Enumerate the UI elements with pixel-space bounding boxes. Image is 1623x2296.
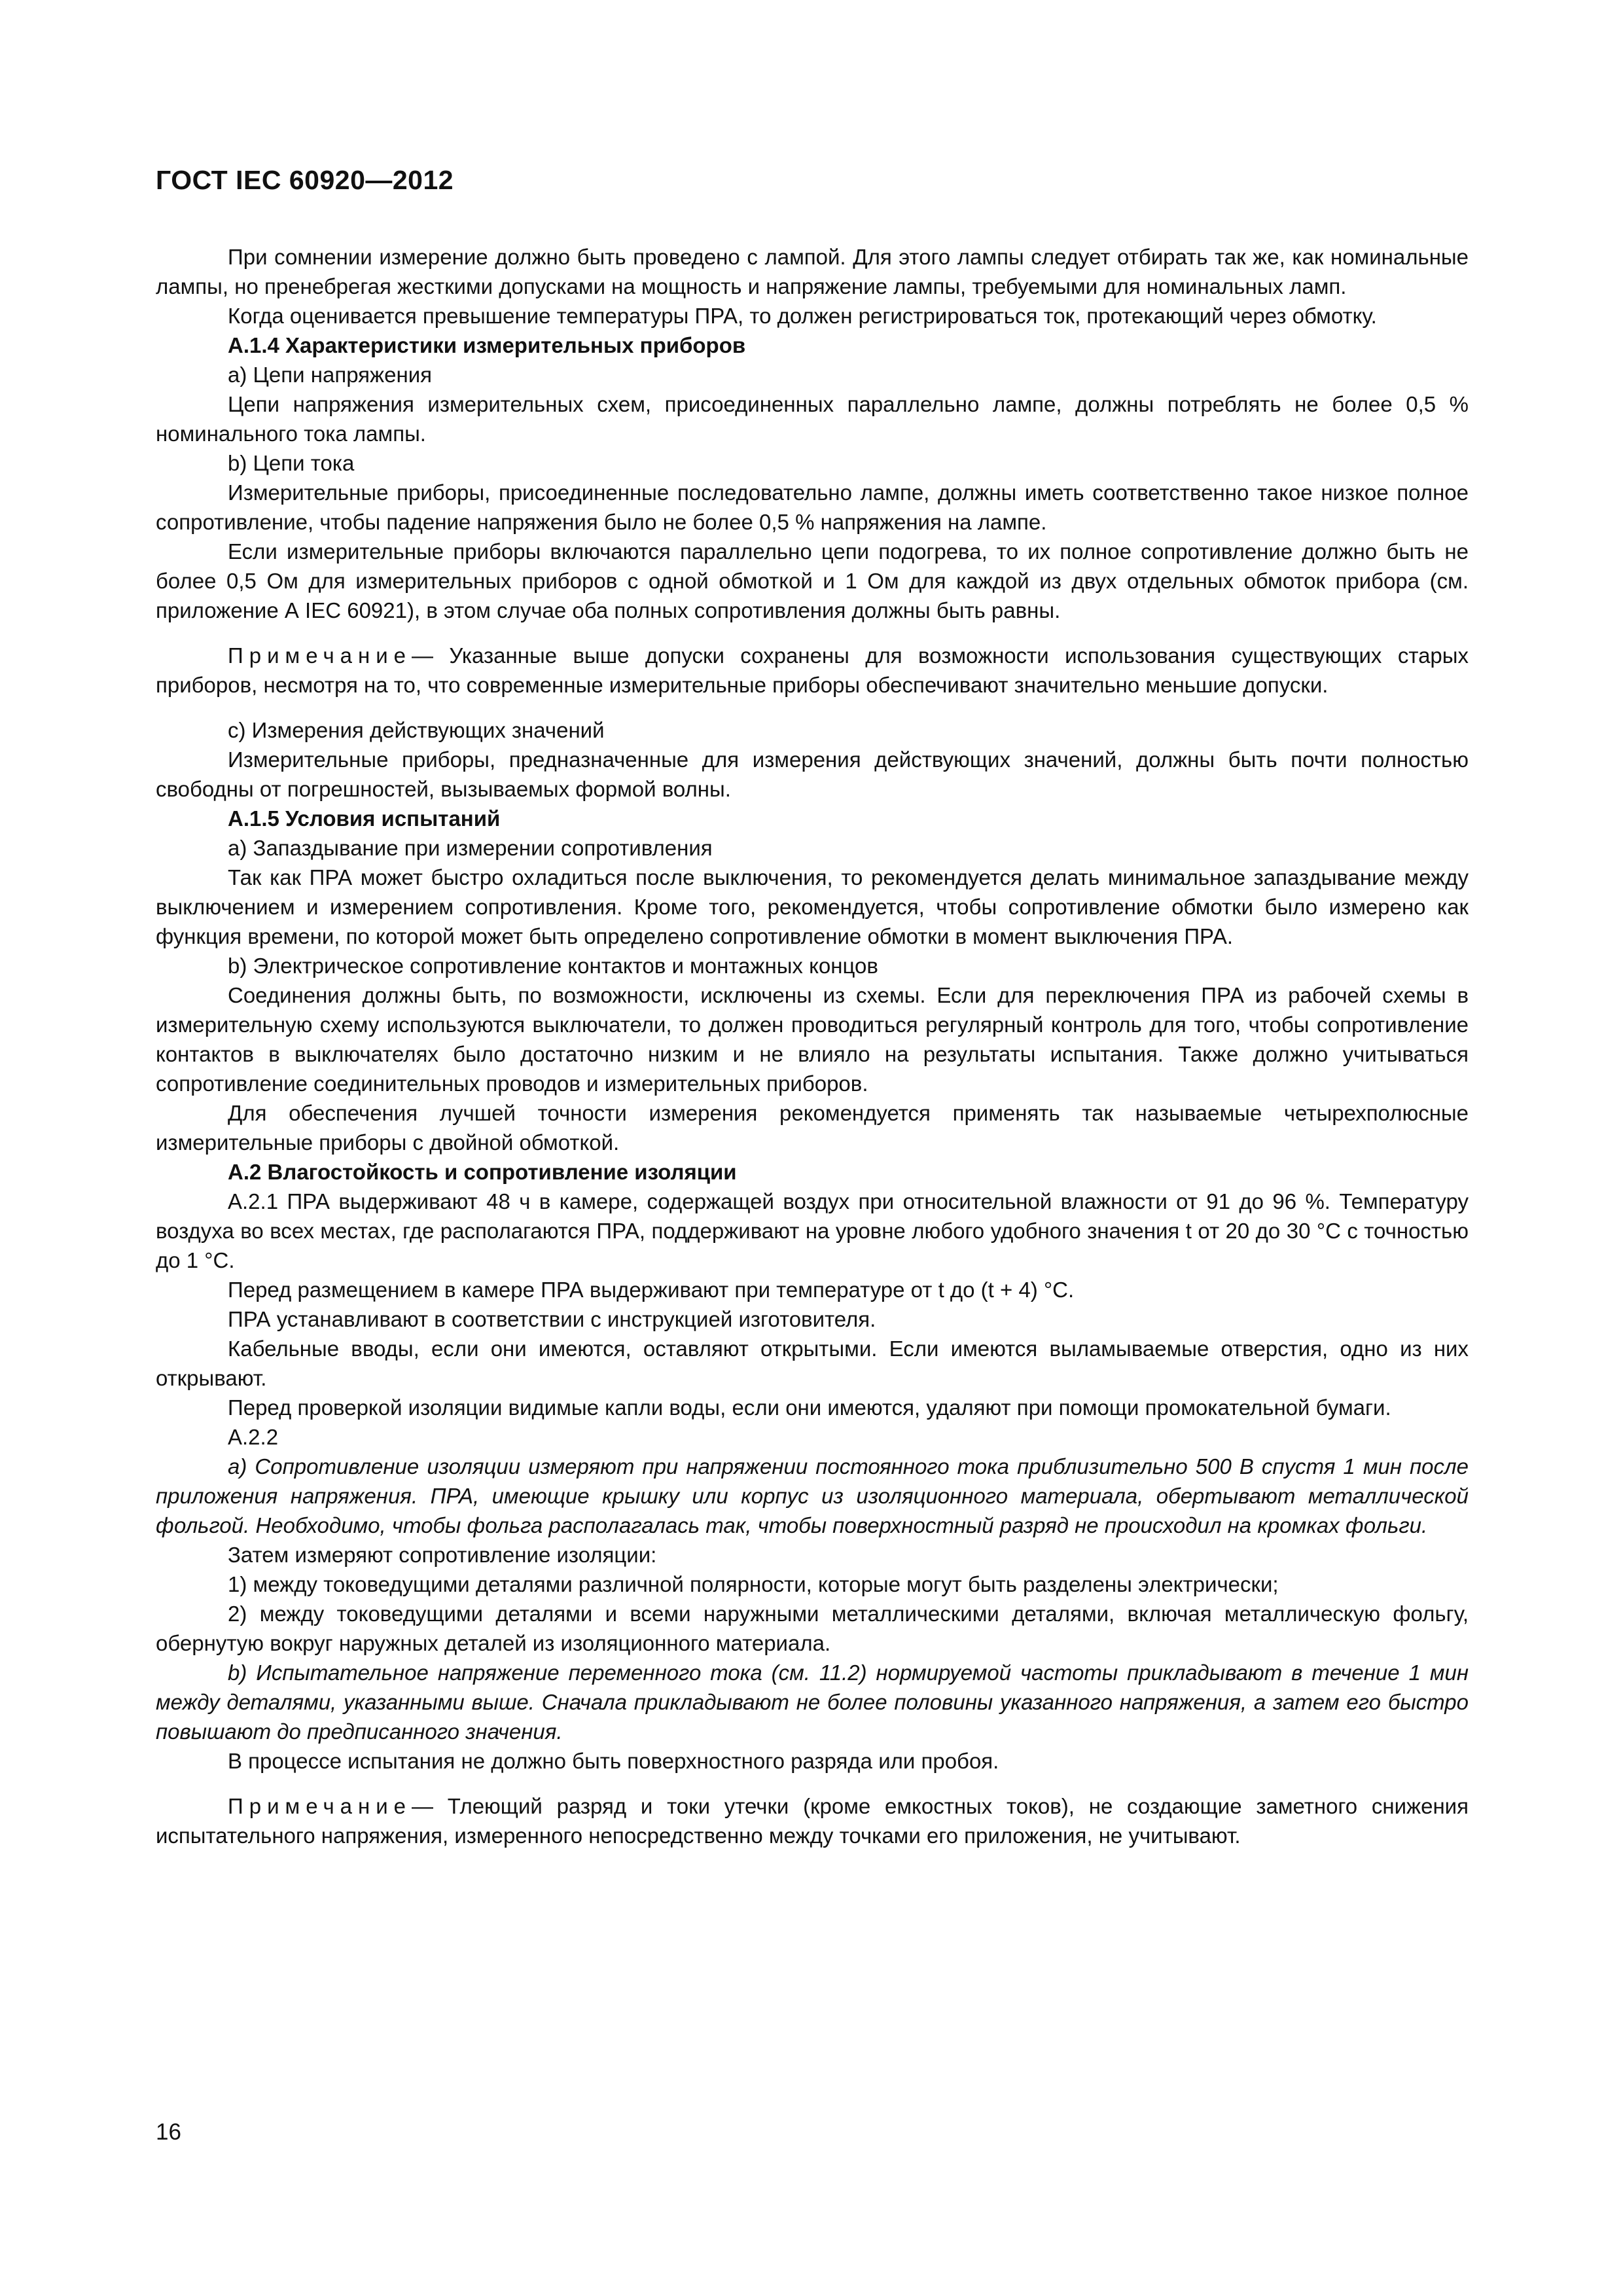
paragraph: Для обеспечения лучшей точности измерения рекомендуется применять так называемые четырехполюсные измерительные приборы с двойной обмоткой.	[156, 1101, 1469, 1155]
note-paragraph	[156, 1791, 1469, 1850]
subsection-label: b) Электрическое сопротивление контактов и монтажных концов	[228, 954, 878, 978]
paragraph: Перед размещением в камере ПРА выдерживают при температуре от t до (t + 4) °С.	[228, 1278, 1075, 1302]
paragraph: В процессе испытания не должно быть поверхностного разряда или пробоя.	[228, 1749, 999, 1773]
subsection-label: а) Цепи напряжения	[228, 363, 433, 387]
subsection-label: а) Запаздывание при измерении сопротивления	[228, 836, 713, 860]
document-body	[156, 242, 1469, 1866]
list-item: 1) между токоведущими деталями различной полярности, которые могут быть разделены электрически;	[228, 1572, 1279, 1596]
paragraph: А.2.1 ПРА выдерживают 48 ч в камере, содержащей воздух при относительной влажности от 91 до 96 %. Температуру воздуха во всех местах, где располагаются ПРА, поддерживают на уровне любого удобного значения t от 20 до 30 °С с точностью до 1 °С.	[156, 1189, 1469, 1272]
subsection-label: А.2.2	[228, 1425, 279, 1449]
paragraph: Кабельные вводы, если они имеются, оставляют открытыми. Если имеются выламываемые отверстия, одно из них открывают.	[156, 1336, 1469, 1390]
subsection-label: b) Цепи тока	[228, 451, 355, 475]
note-paragraph	[156, 641, 1469, 700]
document-header: ГОСТ IEC 60920—2012	[156, 165, 454, 195]
note-label: Примечание	[228, 1794, 412, 1818]
paragraph: Так как ПРА может быстро охладиться после выключения, то рекомендуется делать минимальное запаздывание между выключением и измерением сопротивления. Кроме того, рекомендуется, чтобы сопротивление обмотки было измерено как функция времени, по которой может быть определено сопротивление обмотки в момент выключения ПРА.	[156, 865, 1469, 948]
page-number: 16	[156, 2119, 181, 2145]
paragraph: Когда оценивается превышение температуры ПРА, то должен регистрироваться ток, протекающий через обмотку.	[228, 304, 1377, 328]
paragraph: Если измерительные приборы включаются параллельно цепи подогрева, то их полное сопротивление должно быть не более 0,5 Ом для измерительных приборов с одной обмоткой и 1 Ом для каждой из двух отдельных обмоток прибора (см. приложение А IEC 60921), в этом случае оба полных сопротивления должны быть равны.	[156, 539, 1469, 622]
list-item: 2) между токоведущими деталями и всеми наружными металлическими деталями, включая металлическую фольгу, обернутую вокруг наружных деталей из изоляционного материала.	[156, 1602, 1469, 1655]
paragraph: Затем измеряют сопротивление изоляции:	[228, 1543, 657, 1567]
paragraph: Цепи напряжения измерительных схем, присоединенных параллельно лампе, должны потреблять не более 0,5 % номинального тока лампы.	[156, 392, 1469, 446]
paragraph-italic: а) Сопротивление изоляции измеряют при напряжении постоянного тока приблизительно 500 В спустя 1 мин после приложения напряжения. ПРА, имеющие крышку или корпус из изоляционного материала, обертывают металлической фольгой. Необходимо, чтобы фольга располагалась так, чтобы поверхностный разряд не происходил на кромках фольги.	[156, 1454, 1469, 1537]
paragraph: Измерительные приборы, предназначенные для измерения действующих значений, должны быть почти полностью свободны от погрешностей, вызываемых формой волны.	[156, 747, 1469, 801]
section-heading: А.1.4 Характеристики измерительных приборов	[228, 333, 746, 357]
note-text: — Указанные выше допуски сохранены для возможности использования существующих старых приборов, несмотря на то, что современные измерительные приборы обеспечивают значительно меньшие допуски.	[156, 643, 1469, 697]
note-label: Примечание	[228, 643, 412, 668]
paragraph: Перед проверкой изоляции видимые капли воды, если они имеются, удаляют при помощи промокательной бумаги.	[228, 1395, 1391, 1420]
note-text: — Тлеющий разряд и токи утечки (кроме емкостных токов), не создающие заметного снижения испытательного напряжения, измеренного непосредственно между точками его приложения, не учитывают.	[156, 1794, 1469, 1848]
paragraph: При сомнении измерение должно быть проведено с лампой. Для этого лампы следует отбирать так же, как номинальные лампы, но пренебрегая жесткими допусками на мощность и напряжение лампы, требуемыми для номинальных ламп.	[156, 245, 1469, 298]
paragraph: ПРА устанавливают в соответствии с инструкцией изготовителя.	[228, 1307, 876, 1331]
section-heading: А.2 Влагостойкость и сопротивление изоляции	[228, 1160, 737, 1184]
paragraph-italic: b) Испытательное напряжение переменного тока (см. 11.2) нормируемой частоты прикладывают в течение 1 мин между деталями, указанными выше. Сначала прикладывают не более половины указанного напряжения, а затем его быстро повышают до предписанного значения.	[156, 1660, 1469, 1744]
subsection-label: c) Измерения действующих значений	[228, 718, 605, 742]
paragraph: Соединения должны быть, по возможности, исключены из схемы. Если для переключения ПРА из рабочей схемы в измерительную схему используются выключатели, то должен проводиться регулярный контроль для того, чтобы сопротивление контактов в выключателях было достаточно низким и не влияло на результаты испытания. Также должно учитываться сопротивление соединительных проводов и измерительных приборов.	[156, 983, 1469, 1096]
paragraph: Измерительные приборы, присоединенные последовательно лампе, должны иметь соответственно такое низкое полное сопротивление, чтобы падение напряжения было не более 0,5 % напряжения на лампе.	[156, 480, 1469, 534]
section-heading: А.1.5 Условия испытаний	[228, 806, 501, 831]
